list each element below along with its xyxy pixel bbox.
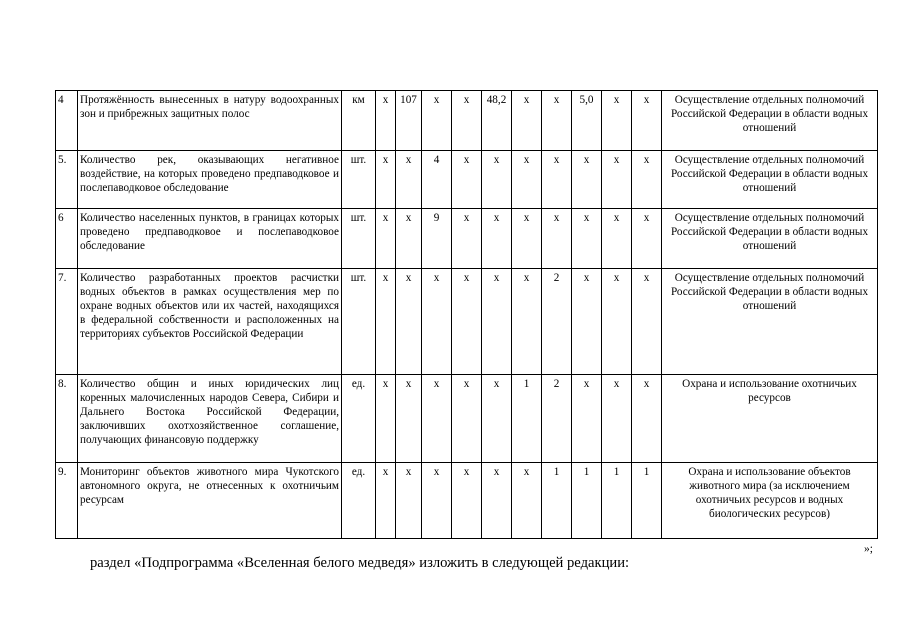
- value-cell: 2: [542, 375, 572, 463]
- program-cell: Осуществление отдельных полномочий Российской Федерации в области водных отношений: [662, 269, 878, 375]
- value-cell: x: [482, 209, 512, 269]
- value-cell: x: [396, 209, 422, 269]
- value-cell: 1: [542, 463, 572, 539]
- value-cell: x: [512, 463, 542, 539]
- value-cell: x: [376, 269, 396, 375]
- value-cell: x: [542, 151, 572, 209]
- indicator-name: Количество разработанных проектов расчистки водных объектов в рамках осуществления мер по охране водных объектов или их частей, находящихся в федеральной собственности и расположенных на территориях субъектов Российской Федерации: [78, 269, 342, 375]
- value-cell: x: [376, 151, 396, 209]
- value-cell: 48,2: [482, 91, 512, 151]
- value-cell: 4: [422, 151, 452, 209]
- value-cell: 1: [602, 463, 632, 539]
- value-cell: x: [452, 269, 482, 375]
- value-cell: x: [422, 269, 452, 375]
- value-cell: x: [376, 209, 396, 269]
- value-cell: x: [602, 91, 632, 151]
- value-cell: x: [512, 269, 542, 375]
- value-cell: x: [422, 463, 452, 539]
- program-cell: Охрана и использование охотничьих ресурсов: [662, 375, 878, 463]
- value-cell: x: [632, 151, 662, 209]
- value-cell: x: [572, 151, 602, 209]
- unit-cell: км: [342, 91, 376, 151]
- value-cell: x: [542, 91, 572, 151]
- table-row: [56, 463, 878, 539]
- value-cell: x: [452, 209, 482, 269]
- value-cell: x: [572, 375, 602, 463]
- unit-cell: ед.: [342, 375, 376, 463]
- table-row: [56, 375, 878, 463]
- value-cell: x: [542, 209, 572, 269]
- value-cell: x: [512, 209, 542, 269]
- value-cell: 1: [572, 463, 602, 539]
- table-row: [56, 209, 878, 269]
- value-cell: 5,0: [572, 91, 602, 151]
- value-cell: x: [482, 151, 512, 209]
- value-cell: x: [396, 375, 422, 463]
- row-number: 6: [56, 209, 78, 269]
- unit-cell: ед.: [342, 463, 376, 539]
- table-row: [56, 151, 878, 209]
- value-cell: 2: [542, 269, 572, 375]
- table-row: [56, 269, 878, 375]
- value-cell: 9: [422, 209, 452, 269]
- value-cell: x: [396, 463, 422, 539]
- value-cell: x: [512, 151, 542, 209]
- value-cell: x: [572, 209, 602, 269]
- value-cell: x: [482, 375, 512, 463]
- value-cell: x: [602, 151, 632, 209]
- value-cell: x: [452, 463, 482, 539]
- value-cell: x: [482, 269, 512, 375]
- value-cell: x: [572, 269, 602, 375]
- row-number: 8.: [56, 375, 78, 463]
- row-number: 5.: [56, 151, 78, 209]
- value-cell: x: [632, 91, 662, 151]
- value-cell: x: [452, 91, 482, 151]
- row-number: 7.: [56, 269, 78, 375]
- value-cell: x: [452, 151, 482, 209]
- value-cell: 1: [632, 463, 662, 539]
- closing-quote-mark: »;: [864, 543, 873, 555]
- body-paragraph: раздел «Подпрограмма «Вселенная белого медведя» изложить в следующей редакции:: [90, 555, 630, 571]
- row-number: 4: [56, 91, 78, 151]
- value-cell: x: [376, 375, 396, 463]
- program-cell: Осуществление отдельных полномочий Российской Федерации в области водных отношений: [662, 91, 878, 151]
- indicator-name: Количество общин и иных юридических лиц коренных малочисленных народов Севера, Сибири и Дальнего Востока Российской Федерации, заключивших охотхозяйственное соглашение, получающих финансовую поддержку: [78, 375, 342, 463]
- value-cell: x: [482, 463, 512, 539]
- value-cell: x: [452, 375, 482, 463]
- program-cell: Охрана и использование объектов животного мира (за исключением охотничьих ресурсов и водных биологических ресурсов): [662, 463, 878, 539]
- value-cell: x: [512, 91, 542, 151]
- value-cell: x: [632, 375, 662, 463]
- value-cell: x: [632, 269, 662, 375]
- unit-cell: шт.: [342, 151, 376, 209]
- table-body: [56, 91, 878, 539]
- indicator-name: Количество населенных пунктов, в границах которых проведено предпаводковое и послепаводковое обследование: [78, 209, 342, 269]
- row-number: 9.: [56, 463, 78, 539]
- value-cell: x: [422, 375, 452, 463]
- value-cell: x: [376, 91, 396, 151]
- value-cell: 1: [512, 375, 542, 463]
- table-row: [56, 91, 878, 151]
- value-cell: x: [396, 269, 422, 375]
- value-cell: x: [422, 91, 452, 151]
- value-cell: x: [602, 269, 632, 375]
- program-cell: Осуществление отдельных полномочий Российской Федерации в области водных отношений: [662, 209, 878, 269]
- program-cell: Осуществление отдельных полномочий Российской Федерации в области водных отношений: [662, 151, 878, 209]
- value-cell: x: [602, 209, 632, 269]
- unit-cell: шт.: [342, 209, 376, 269]
- indicators-table: [55, 90, 878, 539]
- value-cell: 107: [396, 91, 422, 151]
- value-cell: x: [376, 463, 396, 539]
- indicator-name: Протяжённость вынесенных в натуру водоохранных зон и прибрежных защитных полос: [78, 91, 342, 151]
- unit-cell: шт.: [342, 269, 376, 375]
- value-cell: x: [632, 209, 662, 269]
- indicator-name: Мониторинг объектов животного мира Чукотского автономного округа, не отнесенных к охотничьим ресурсам: [78, 463, 342, 539]
- value-cell: x: [396, 151, 422, 209]
- indicator-name: Количество рек, оказывающих негативное воздействие, на которых проведено предпаводковое и послепаводковое обследование: [78, 151, 342, 209]
- value-cell: x: [602, 375, 632, 463]
